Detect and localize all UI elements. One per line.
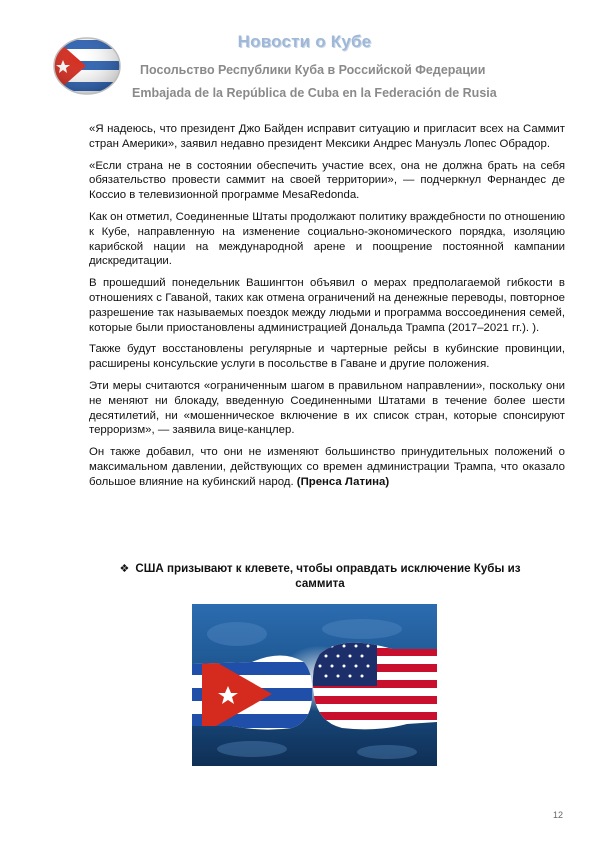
- next-article-heading: [100, 562, 540, 591]
- article-source: (Пренса Латина): [296, 475, 390, 488]
- article-paragraph: «Если страна не в состоянии обеспечить участие всех, она не должна брать на себя обязательство провести саммит на своей территории», — подчеркнул Фернандес де Коссио в телевизионной программе MesaRedonda.: [89, 159, 565, 202]
- article-paragraph-last: [89, 445, 565, 489]
- article-paragraph: Эти меры считаются «ограниченным шагом в правильном направлении», поскольку они не меняют ни блокаду, введенную Соединенными Штатами в течение более шести десятилетий, ни «мошенническое включение в их список стран, которые спонсируют терроризм», — заявила вице-канцлер.: [89, 379, 565, 437]
- article-paragraph: Как он отметил, Соединенные Штаты продолжают политику враждебности по отношению к Кубе, направленную на изменение социально-экономического порядка, изоляцию карибской нации на международной арене и поощрение постоянной кампании дискредитации.: [89, 210, 565, 268]
- page-number: 12: [553, 810, 564, 820]
- article-paragraph: В прошедший понедельник Вашингтон объявил о мерах предполагаемой гибкости в отношениях с Гаваной, таких как отмена ограничений на денежные переводы, повторное разрешение так называемых поездок между людьми и программа воссоединения семей, которые были приостановлены администрацией Дональда Трампа (2017–2021 гг.). ).: [89, 277, 565, 334]
- next-article-title: США призывают к клевете, чтобы оправдать исключение Кубы из саммита: [135, 562, 521, 590]
- article-paragraph: Также будут восстановлены регулярные и чартерные рейсы в кубинские провинции, расширены консульские услуги в посольстве в Гаване и другие положения.: [89, 343, 565, 371]
- embassy-name-es: Embajada de la República de Cuba en la Federación de Rusia: [132, 86, 497, 100]
- diamond-bullet-icon: ❖: [119, 563, 130, 575]
- newsletter-title: Новости о Кубе: [237, 32, 372, 51]
- article-text: Он также добавил, что они не изменяют большинство принудительных положений о максимальном давлении, действующих со времен администрации Трампа, что оказало большое влияние на кубинский народ.: [89, 446, 565, 488]
- embassy-name-ru: Посольство Республики Куба в Российской Федерации: [140, 63, 486, 77]
- article-body: [89, 122, 565, 497]
- article-paragraph: «Я надеюсь, что президент Джо Байден исправит ситуацию и пригласит всех на Саммит стран Америки», заявил недавно президент Мексики Андрес Мануэль Лопес Обрадор.: [89, 123, 565, 150]
- cuba-usa-fists-image: [192, 604, 437, 766]
